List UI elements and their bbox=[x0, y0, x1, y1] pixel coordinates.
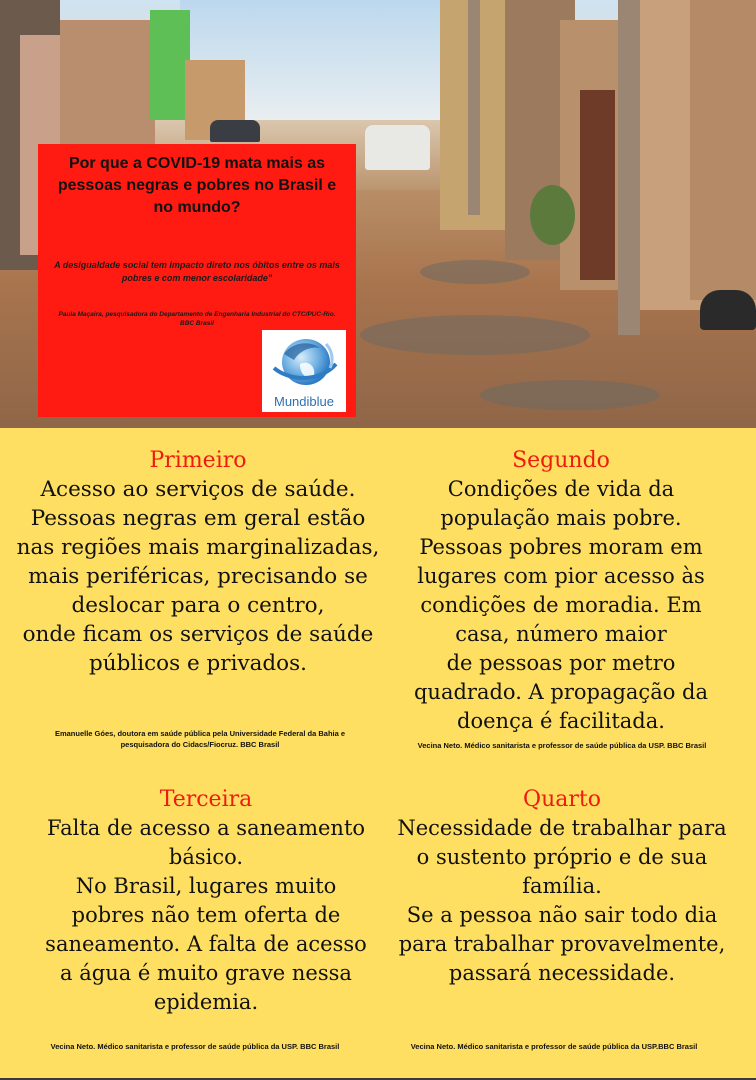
section-quarto bbox=[392, 786, 732, 988]
section-heading: Segundo bbox=[512, 448, 610, 473]
quote-credit: Paula Maçaira, pesquisadora do Departamento de Engenharia Industrial do CTC/PUC-Rio. BBC Brasil bbox=[58, 311, 336, 327]
section-body: Falta de acesso a saneamento básico. No Brasil, lugares muito pobres não tem oferta de saneamento. A falta de acesso a água é muito grave nessa epidemia. bbox=[45, 816, 367, 1014]
section-segundo bbox=[398, 447, 724, 736]
poster-title: Por que a COVID-19 mata mais as pessoas negras e pobres no Brasil e no mundo? bbox=[57, 155, 337, 216]
mundiblue-logo bbox=[262, 330, 346, 412]
section-citation: Vecina Neto. Médico sanitarista e professor de saúde pública da USP. BBC Brasil bbox=[50, 1042, 340, 1051]
section-citation: Vecina Neto. Médico sanitarista e professor de saúde pública da USP.BBC Brasil bbox=[410, 1042, 698, 1051]
logo-text: Mundiblue bbox=[274, 394, 334, 409]
section-citation: Emanuelle Góes, doutora em saúde pública pela Universidade Federal da Bahia e pesquisadora do Cidacs/Fiocruz. BBC Brasil bbox=[54, 729, 346, 749]
globe-icon bbox=[270, 334, 338, 388]
poster-quote: A desigualdade social tem impacto direto nos óbitos entre os mais pobres e com menor escolaridade" bbox=[54, 260, 340, 283]
section-heading: Quarto bbox=[523, 787, 601, 812]
section-primeiro bbox=[12, 447, 384, 678]
section-citation: Vecina Neto. Médico sanitarista e professor de saúde pública da USP. BBC Brasil bbox=[417, 741, 707, 750]
section-body: Acesso ao serviços de saúde. Pessoas negras em geral estão nas regiões mais marginalizadas, mais periféricas, precisando se deslocar para o centro, onde ficam os serviços de saúde públicos e privados. bbox=[16, 477, 380, 676]
section-heading: Terceira bbox=[159, 787, 253, 812]
section-body: Necessidade de trabalhar para o sustento próprio e de sua família. Se a pessoa não sair todo dia para trabalhar provavelmente, passará necessidade. bbox=[397, 816, 727, 985]
section-heading: Primeiro bbox=[149, 448, 247, 473]
section-terceira bbox=[36, 786, 376, 1017]
section-body: Condições de vida da população mais pobre. Pessoas pobres moram em lugares com pior acesso às condições de moradia. Em casa, número maior de pessoas por metro quadrado. A propagação da doença é facilitada. bbox=[413, 477, 708, 733]
